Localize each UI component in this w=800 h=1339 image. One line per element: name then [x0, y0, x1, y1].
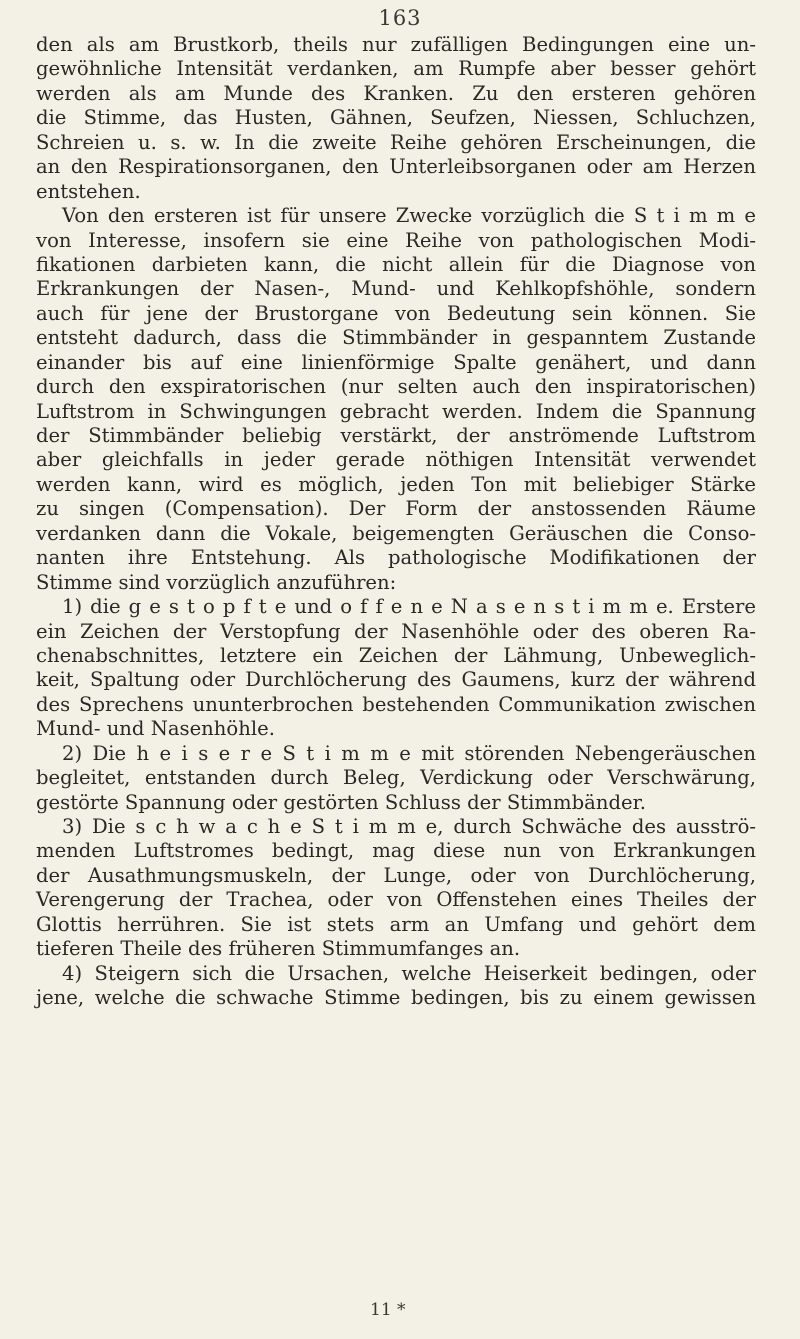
text-line: an den Respirationsorganen, den Unterleibsorganen oder am Herzen — [36, 155, 756, 179]
text-line: Stimme sind vorzüglich anzuführen: — [36, 570, 397, 594]
text-line: nanten ihre Entstehung. Als pathologische Modifikationen der — [36, 546, 756, 570]
text-line: ein Zeichen der Verstopfung der Nasenhöhle oder des oberen Ra- — [36, 619, 756, 643]
text-line: verdanken dann die Vokale, beigemengten Geräuschen die Conso- — [36, 521, 756, 545]
text-line: der Ausathmungsmuskeln, der Lunge, oder von Durchlöcherung, — [36, 863, 756, 887]
text-line: aber gleichfalls in jeder gerade nöthigen Intensität verwendet — [36, 448, 756, 472]
text-line: auch für jene der Brustorgane von Bedeutung sein können. Sie — [36, 301, 756, 325]
text-line: Glottis herrühren. Sie ist stets arm an Umfang und gehört dem — [36, 912, 756, 936]
text-line: Schreien u. s. w. In die zweite Reihe gehören Erscheinungen, die — [36, 130, 756, 154]
text-line: zu singen (Compensation). Der Form der anstossenden Räume — [36, 497, 756, 521]
text-line: keit, Spaltung oder Durchlöcherung des Gaumens, kurz der während — [36, 668, 756, 692]
body-text — [36, 33, 756, 1011]
text-line: fikationen darbieten kann, die nicht allein für die Diagnose von — [36, 252, 756, 276]
text-line: einander bis auf eine linienförmige Spalte genähert, und dann — [36, 350, 756, 374]
text-line: entsteht dadurch, dass die Stimmbänder in gespanntem Zustande — [36, 326, 756, 350]
text-line: Luftstrom in Schwingungen gebracht werden. Indem die Spannung — [36, 399, 756, 423]
text-line: durch den exspiratorischen (nur selten auch den inspiratorischen) — [36, 375, 756, 399]
text-line: der Stimmbänder beliebig verstärkt, der anströmende Luftstrom — [36, 424, 756, 447]
text-line: jene, welche die schwache Stimme bedingen, bis zu einem gewissen — [36, 986, 756, 1010]
text-line: gewöhnliche Intensität verdanken, am Rumpfe aber besser gehört — [36, 57, 756, 81]
page-number: 163 — [378, 6, 422, 30]
text-line: werden als am Munde des Kranken. Zu den ersteren gehören — [36, 81, 756, 105]
list-item-1: 1) die g e s t o p f t e und o f f e n e N a s e n s t i m m e. Erstere — [62, 595, 756, 619]
text-line: Erkrankungen der Nasen-, Mund- und Kehlkopfshöhle, sondern — [36, 277, 756, 301]
text-line: den als am Brustkorb, theils nur zufälligen Bedingungen eine un- — [36, 33, 756, 56]
text-line: entstehen. — [36, 179, 141, 203]
text-line: Verengerung der Trachea, oder von Offenstehen eines Theiles der — [36, 888, 756, 912]
signature-mark: 11 * — [370, 1300, 406, 1320]
text-line: menden Luftstromes bedingt, mag diese nun von Erkrankungen — [36, 839, 756, 863]
text-line: chenabschnittes, letztere ein Zeichen der Lähmung, Unbeweglich- — [36, 643, 756, 667]
list-item-3: 3) Die s c h w a c h e S t i m m e, durch Schwäche des ausströ- — [62, 815, 756, 838]
text-line: werden kann, wird es möglich, jeden Ton mit beliebiger Stärke — [36, 472, 756, 496]
text-line: von Interesse, insofern sie eine Reihe von pathologischen Modi- — [36, 228, 756, 252]
text-line: tieferen Theile des früheren Stimmumfanges an. — [36, 937, 521, 961]
list-item-4: 4) Steigern sich die Ursachen, welche Heiserkeit bedingen, oder — [62, 961, 756, 985]
text-line: begleitet, entstanden durch Beleg, Verdickung oder Verschwärung, — [36, 766, 756, 790]
list-item-2: 2) Die h e i s e r e S t i m m e mit störenden Nebengeräuschen — [62, 741, 756, 765]
text-line: des Sprechens ununterbrochen bestehenden Communikation zwischen — [36, 692, 756, 716]
text-line: gestörte Spannung oder gestörten Schluss der Stimmbänder. — [36, 790, 647, 814]
text-line: Mund- und Nasenhöhle. — [36, 717, 275, 741]
paragraph-start: Von den ersteren ist für unsere Zwecke vorzüglich die S t i m m e — [62, 204, 756, 228]
text-line: die Stimme, das Husten, Gähnen, Seufzen, Niessen, Schluchzen, — [36, 106, 756, 130]
